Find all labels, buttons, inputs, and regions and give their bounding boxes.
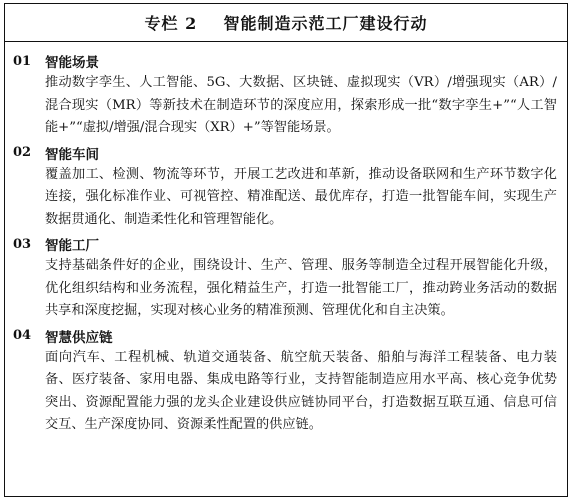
section-number: 03 [13,236,32,252]
box-title: 专栏 2 智能制造示范工厂建设行动 [144,14,428,33]
section-smart-scenarios [13,50,557,140]
section-header [13,233,557,255]
section-number: 04 [13,328,32,343]
section-body: 面向汽车、工程机械、轨道交通装备、航空航天装备、船舶与海洋工程装备、电力装备、医疗装备、家用电器、集成电路等行业，支持智能制造应用水平高、核心竞争优势突出、资源配置能力强的龙头企业建设供应链协同平台，打造数据互联互通、信息可信交互、生产深度协同、资源柔性配置的供应链。 [45,349,557,432]
section-header [13,50,557,72]
title-bar [5,4,567,42]
section-body: 覆盖加工、检测、物流等环节，开展工艺改进和革新，推动设备联网和生产环节数字化连接，强化标准作业、可视管控、精准配送、最优库存，打造一批智能车间，实现生产数据贯通化、制造柔性化和管理智能化。 [45,166,557,227]
section-body: 支持基础条件好的企业，围绕设计、生产、管理、服务等制造全过程开展智能化升级，优化组织结构和业务流程，强化精益生产，打造一批智能工厂，推动跨业务活动的数据共享和深度挖掘，实现对核心业务的精准预测、管理优化和自主决策。 [45,258,557,318]
section-heading: 智能工厂 [45,238,99,254]
section-header [13,142,557,164]
section-heading: 智慧供应链 [45,329,113,346]
section-number: 01 [13,53,32,69]
section-heading: 智能场景 [45,55,99,71]
section-smart-factory [13,233,557,323]
section-smart-workshop [13,142,557,232]
box-content [5,42,567,437]
section-body: 推动数字孪生、人工智能、5G、大数据、区块链、虚拟现实（VR）/增强现实（AR）/混合现实（MR）等新技术在制造环节的深度应用，探索形成一批“数字孪生+”“人工智能+”“虚拟/增强/混合现实（XR）+”等智能场景。 [45,75,557,135]
section-number: 02 [13,145,32,160]
section-header [13,325,557,347]
feature-box [4,3,568,497]
section-heading: 智能车间 [45,146,99,163]
section-smart-supply-chain [13,325,557,437]
